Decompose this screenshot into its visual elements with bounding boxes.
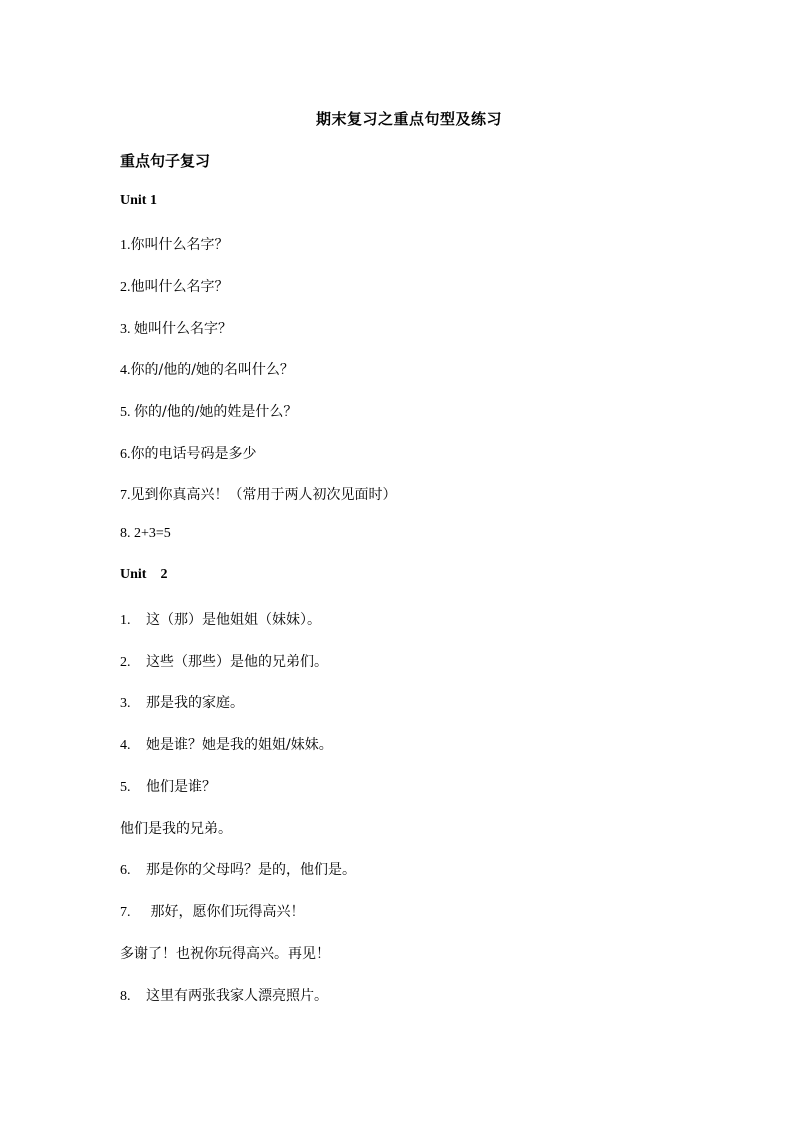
unit-2-sentence-6 — [120, 859, 356, 879]
unit-2-sentence-2 — [120, 651, 328, 671]
unit-1-sentence-5 — [120, 401, 297, 421]
sentence-text: 她叫什么名字？ — [134, 321, 232, 337]
unit-2-sentence-5 — [120, 776, 216, 796]
section-title: 重点句子复习 — [120, 152, 211, 170]
sentence-text: 那是你的父母吗？是的，他们是。 — [146, 862, 356, 878]
sentence-number: 2. — [120, 280, 131, 295]
unit-1-sentence-1 — [120, 234, 229, 254]
sentence-number: 7. — [120, 905, 131, 920]
sentence-number: 4. — [120, 363, 131, 378]
sentence-number: 3. — [120, 696, 131, 711]
unit-2-sentence-7 — [120, 901, 304, 921]
sentence-number: 3. — [120, 322, 134, 337]
sentence-number: 8. — [120, 526, 134, 541]
sentence-number: 4. — [120, 738, 131, 753]
sentence-text: 这里有两张我家人漂亮照片。 — [146, 988, 328, 1004]
sentence-text: 那是我的家庭。 — [146, 695, 244, 711]
unit-1-sentence-6 — [120, 443, 257, 463]
sentence-number: 5. — [120, 780, 131, 795]
unit-1-sentence-3 — [120, 318, 232, 338]
unit-1-heading: Unit 1 — [120, 193, 157, 208]
sentence-number: 1. — [120, 613, 131, 628]
sentence-text: 他们是谁？ — [146, 779, 216, 795]
unit-1-sentence-8 — [120, 526, 171, 542]
sentence-text: 那好，愿你们玩得高兴！ — [146, 904, 305, 920]
sentence-number: 7. — [120, 488, 131, 503]
sentence-text: 你的电话号码是多少 — [130, 446, 257, 462]
unit-2-sentence-4 — [120, 734, 333, 754]
sentence-text: 见到你真高兴！（常用于两人初次见面时） — [130, 487, 397, 503]
unit-2-answer-5 — [120, 818, 232, 838]
sentence-number: 1. — [120, 238, 131, 253]
sentence-text: 这些（那些）是他的兄弟们。 — [146, 654, 328, 670]
sentence-text: 这（那）是他姐姐（妹妹）。 — [146, 612, 321, 628]
unit-1-sentence-4 — [120, 359, 294, 379]
sentence-text: 多谢了！也祝你玩得高兴。再见！ — [120, 946, 330, 962]
unit-1-sentence-2 — [120, 276, 229, 296]
sentence-number: 6. — [120, 447, 131, 462]
sentence-number: 8. — [120, 989, 131, 1004]
sentence-text: 他们是我的兄弟。 — [120, 821, 232, 837]
unit-2-sentence-8 — [120, 985, 328, 1005]
sentence-text: 他叫什么名字？ — [130, 279, 229, 295]
sentence-text: 你的/他的/她的名叫什么？ — [130, 362, 294, 378]
page-title: 期末复习之重点句型及练习 — [316, 110, 503, 128]
sentence-number: 6. — [120, 863, 131, 878]
sentence-text: 2+3=5 — [134, 526, 171, 541]
unit-2-sentence-1 — [120, 609, 321, 629]
unit-2-heading: Unit 2 — [120, 567, 168, 582]
sentence-text: 她是谁？她是我的姐姐/妹妹。 — [146, 737, 333, 753]
sentence-text: 你的/他的/她的姓是什么？ — [134, 404, 298, 420]
sentence-number: 5. — [120, 405, 134, 420]
unit-1-sentence-7 — [120, 484, 397, 504]
unit-2-answer-7 — [120, 943, 330, 963]
sentence-text: 你叫什么名字？ — [130, 237, 229, 253]
sentence-number: 2. — [120, 655, 131, 670]
unit-2-sentence-3 — [120, 692, 244, 712]
